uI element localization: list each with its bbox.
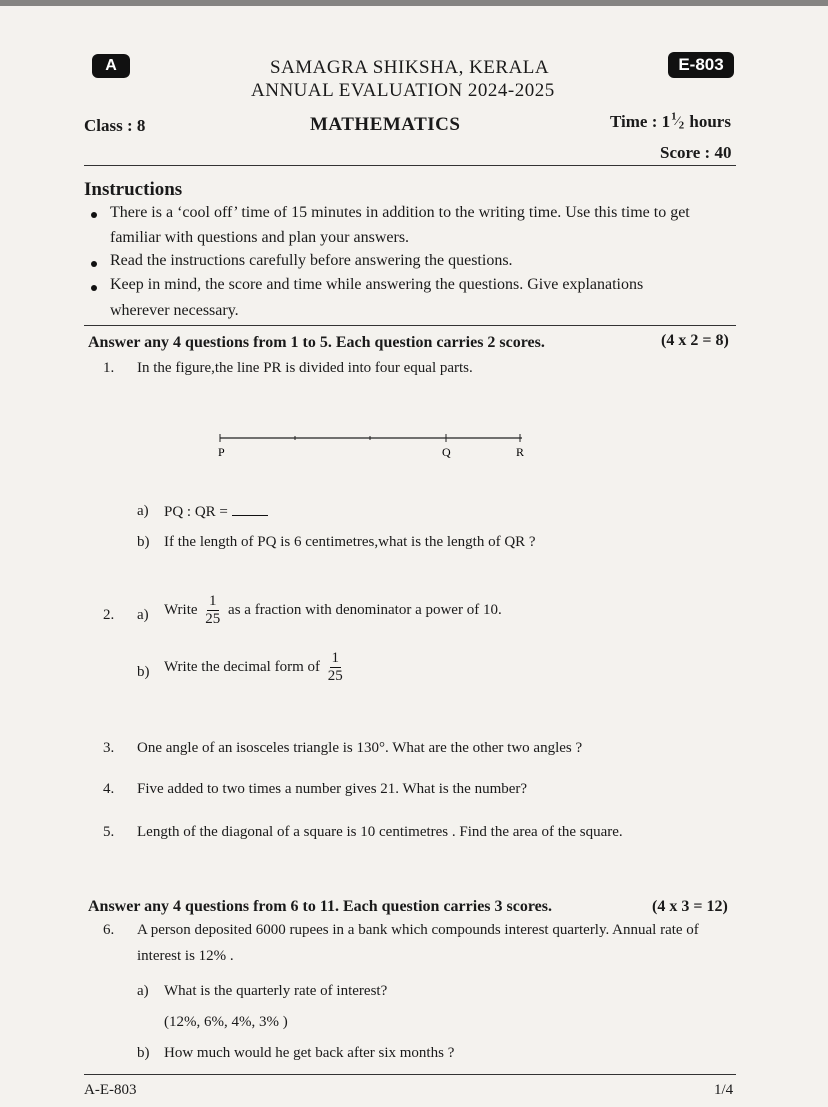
q6b-label: b) [137,1045,150,1061]
q2a-label: a) [137,607,149,623]
instruction-3-line2: wherever necessary. [110,302,239,319]
q6-line1: A person deposited 6000 rupees in a bank which compounds interest quarterly. Annual rate of [137,922,699,938]
class-label: Class : 8 [84,116,146,135]
q6a-text: What is the quarterly rate of interest? [164,983,388,999]
code-badge: E-803 [668,52,734,78]
q5-number: 5. [103,824,115,840]
q2b-label: b) [137,664,150,680]
fraction-denominator: 25 [205,611,221,627]
bullet-icon [91,261,97,267]
instruction-2: Read the instructions carefully before answering the questions. [110,252,513,269]
instruction-1-line2: familiar with questions and plan your answers. [110,229,410,246]
exam-title: ANNUAL EVALUATION 2024-2025 [251,80,555,101]
instruction-1-line1: There is a ‘cool off’ time of 15 minutes in addition to the writing time. Use this time to get [110,204,690,221]
label-q: Q [442,445,451,459]
q1b-label: b) [137,534,150,550]
footer-code: A-E-803 [84,1082,137,1098]
subject-title: MATHEMATICS [310,114,461,135]
scan-top-edge [0,0,828,6]
q2a-post: as a fraction with denominator a power of 10. [228,601,502,618]
bullet-icon [91,212,97,218]
q6-line2: interest is 12% . [137,948,234,964]
q6a-label: a) [137,983,149,999]
answer-blank [232,503,268,516]
q2-number: 2. [103,607,115,623]
instruction-3-line1: Keep in mind, the score and time while answering the questions. Give explanations [110,276,644,293]
page-number: 1/4 [714,1082,734,1098]
section1-heading: Answer any 4 questions from 1 to 5. Each question carries 2 scores. [88,334,545,351]
q3-number: 3. [103,740,115,756]
q1a-label: a) [137,503,149,519]
fraction-numerator: 1 [209,593,217,609]
time-fraction: $^1⁄_2$ [671,110,685,132]
q3-text: One angle of an isosceles triangle is 130°. What are the other two angles ? [137,740,583,756]
time-fraction-den: 2 [678,119,685,132]
fraction-1-25 [328,650,343,685]
time-unit: hours [689,112,731,131]
bullet-icon [91,285,97,291]
line-segment-figure [210,428,540,462]
section1-marks: (4 x 2 = 8) [661,332,729,349]
footer-divider [84,1074,736,1075]
q4-text: Five added to two times a number gives 21. What is the number? [137,781,528,797]
set-badge: A [92,54,130,78]
q4-number: 4. [103,781,115,797]
instructions-title: Instructions [84,179,183,200]
q6-number: 6. [103,922,115,938]
section2-heading: Answer any 4 questions from 6 to 11. Each question carries 3 scores. [88,898,552,915]
q2a-text [164,593,502,628]
fraction-1-25 [205,593,220,628]
instructions-divider [84,325,736,326]
q6a-options: (12%, 6%, 4%, 3% ) [164,1014,288,1030]
label-p: P [218,445,225,459]
q1a-text [164,503,268,521]
label-r: R [516,445,525,459]
fraction-numerator: 1 [331,650,339,666]
q2b-pre: Write the decimal form of [164,658,320,675]
q5-text: Length of the diagonal of a square is 10 centimetres . Find the area of the square. [137,824,623,840]
organisation-title: SAMAGRA SHIKSHA, KERALA [270,57,550,78]
q1a-ratio: PQ : QR = [164,504,228,520]
time-fraction-num: 1 [671,110,677,123]
score-label: Score : 40 [660,143,732,162]
q1-number: 1. [103,360,115,376]
q1b-text: If the length of PQ is 6 centimetres,what is the length of QR ? [164,534,536,550]
time-label [610,112,731,134]
section2-marks: (4 x 3 = 12) [652,898,728,915]
time-value: Time : 1 [610,112,671,131]
fraction-denominator: 25 [327,668,343,684]
q2a-pre: Write [164,601,198,618]
q6b-text: How much would he get back after six months ? [164,1045,455,1061]
header-divider [84,165,736,166]
q1-text: In the figure,the line PR is divided into four equal parts. [137,360,473,376]
q2b-text [164,650,347,685]
